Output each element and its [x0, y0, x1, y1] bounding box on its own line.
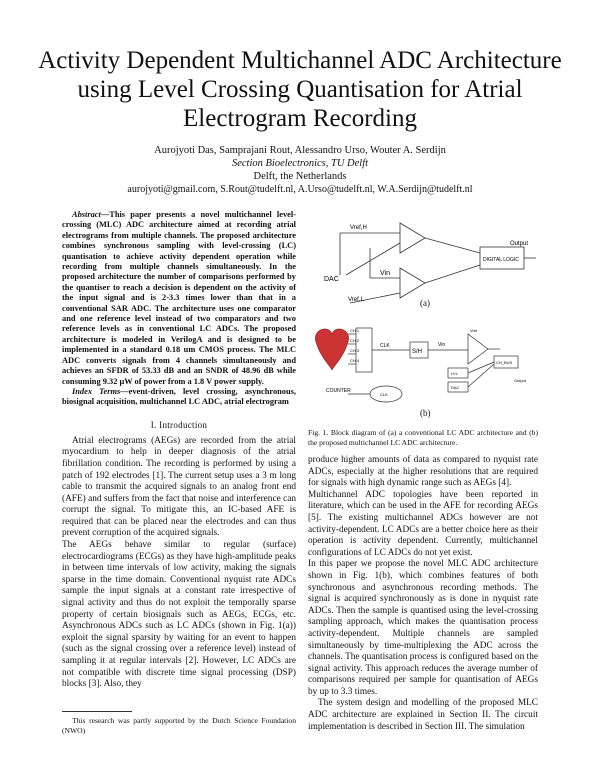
fig-b-counter: COUNTER	[326, 388, 351, 394]
fig-b-clk: CLK	[380, 343, 390, 349]
footnote-rule	[62, 711, 132, 712]
fig-b-vin: Vin	[438, 342, 446, 348]
fig-b-sh: S/H	[412, 349, 423, 355]
figure-1a-label: (a)	[420, 298, 430, 308]
paragraph: produce higher amounts of data as compared to nyquist rate ADCs, especially at the higher resolutions that are required for signals with high dynamic range such as AEGs [4].	[308, 455, 538, 489]
paragraph: Atrial electrograms (AEGs) are recorded from the atrial myocardium to help in deeper diagnosis of the atrial fibrillation condition. The recording is performed by using a patch of 192 electrodes [1]. The current setup uses a 3 m long cable to transmit the acquired signals to an analog front end (AFE) and suffers from the fact that noise and interference can corrupt the signal. To mitigate this, an IC-based AFE is required that can be placed near the electrodes and can thus prevent corruption of the acquired signals.	[62, 435, 296, 539]
fig-a-logic: DIGITAL LOGIC	[483, 257, 519, 263]
paragraph: The system design and modelling of the proposed MLC ADC architecture are explained in Section II. The circuit implementation is described in Section III. The simulation	[308, 698, 538, 732]
affiliation: Section Bioelectronics, TU Delft	[231, 158, 369, 169]
right-column	[308, 455, 538, 733]
paper-title: Activity Dependent Multichannel ADC Architecture using Level Crossing Quantisation for Atrial Electrogram Recording	[38, 47, 562, 132]
fig-b-lvl: LVL	[451, 371, 458, 376]
fig-b-clk2: CLK	[380, 392, 388, 397]
figure-caption: Fig. 1. Block diagram of (a) a conventional LC ADC architecture and (b) the proposed multichannel LC ADC architecture.	[308, 428, 538, 447]
figure-1a-diagram	[320, 213, 536, 311]
left-column	[62, 210, 296, 691]
fig-a-vin: Vin	[380, 270, 390, 277]
fig-b-ch3: CH 3	[350, 348, 360, 353]
abstract-label: Abstract	[72, 210, 101, 219]
footnote: This research was partly supported by the Dutch Science Foundation (NWO)	[62, 716, 296, 735]
index-terms: Index Terms—event-driven, level crossing, asynchronous, biosignal acquisition, multichannel LC ADC, atrial electrogram	[62, 386, 296, 407]
fig-a-dac: DAC	[324, 276, 339, 283]
fig-b-dac: DAC	[451, 385, 460, 390]
figure-1b-label: (b)	[420, 408, 431, 418]
authors: Aurojyoti Das, Samprajani Rout, Alessandro Urso, Wouter A. Serdijn	[154, 145, 446, 156]
fig-b-ch4: CH 4	[350, 358, 360, 363]
fig-b-ch1: CH 1	[350, 328, 360, 333]
section-heading: I. Introduction	[150, 419, 208, 430]
fig-b-output: Output	[514, 378, 527, 383]
emails: aurojyoti@gmail.com, S.Rout@tudelft.nl, A.Urso@tudelft.nl, W.A.Serdijn@tudelft.nl	[127, 184, 473, 195]
location: Delft, the Netherlands	[253, 171, 347, 182]
fig-a-output: Output	[510, 241, 529, 247]
fig-a-vref-l: Vref,L	[348, 297, 364, 303]
index-terms-label: Index Terms	[72, 386, 121, 396]
figure-1b-diagram	[308, 324, 540, 412]
abstract: Abstract—This paper presents a novel multichannel level-crossing (MLC) ADC architecture aimed at recording atrial electrograms from multiple channels. The proposed architecture combines synchronous sampling with level-crossing (LC) quantisation to achieve activity dependent operation while recording from multiple channels simultaneously. In the proposed architecture the number of comparisons performed by the quantiser to reach a decision is dependent on the activity of the input signal and is 2-3.3 times lower than that in a conventional SAR ADC. The architecture uses one comparator and one reference level instead of two comparators and two reference levels as in conventional LC ADCs. The proposed architecture is modeled in VerilogA and is designed to be implemented in a standard 0.18 um CMOS process. The MLC ADC converts signals from 4 channels simultaneously and achieves an SFDR of 53.33 dB and an SNDR of 48.96 dB while consuming 9.32 μW of power from a 1.8 V power supply.	[62, 210, 296, 386]
fig-a-vref-h: Vref,H	[350, 225, 367, 231]
paragraph: The AEGs behave similar to regular (surface) electrocardiograms (ECGs) as they have high-amplitude peaks in between time intervals of low activity, making the signals sparse in the time domain. Conventional nyquist rate ADCs sample the input signals at a constant rate irrespective of signal activity and thus do not exploit the temporally sparse property of certain biosignals such as AEGs, ECGs, etc. Asynchronous ADCs such as LC ADCs (shown in Fig. 1(a)) exploit the signal sparsity by waiting for an event to happen (such as the signal crossing over a reference level) instead of sampling it at regular intervals [2]. However, LC ADCs are not compatible with discrete time signal processing (DSP) blocks [3]. Also, they	[62, 540, 296, 690]
heart-icon	[315, 329, 348, 370]
fig-b-ch2: CH 2	[350, 338, 360, 343]
fig-b-vref: Vref	[470, 328, 478, 333]
body-text-left	[62, 436, 296, 691]
paragraph: In this paper we propose the novel MLC ADC architecture shown in Fig. 1(b), which combines features of both synchronous and asynchronous recording methods. The signal is acquired synchronously as is done in nyquist rate ADCs. Then the sample is quantised using the level-crossing sampling approach, which makes the quantisation process activity-dependent. Multiple channels are sampled simultaneously by time-multiplexing the ADC across the channels. The quantisation process is configured based on the signal activity. This approach reduces the average number of comparisons required per sample for quantisation of AEGs by up to 3.3 times.	[308, 559, 538, 697]
fig-b-ch-bus: CH_BUS	[496, 360, 513, 365]
paragraph: Multichannel ADC topologies have been reported in literature, which can be used in the AFE for recording AEGs [5]. The existing multichannel ADCs however are not activity-dependent. LC ADCs are a better choice here as their operation is activity dependent. Currently, multichannel configurations of LC ADCs do not yet exist.	[308, 489, 538, 558]
